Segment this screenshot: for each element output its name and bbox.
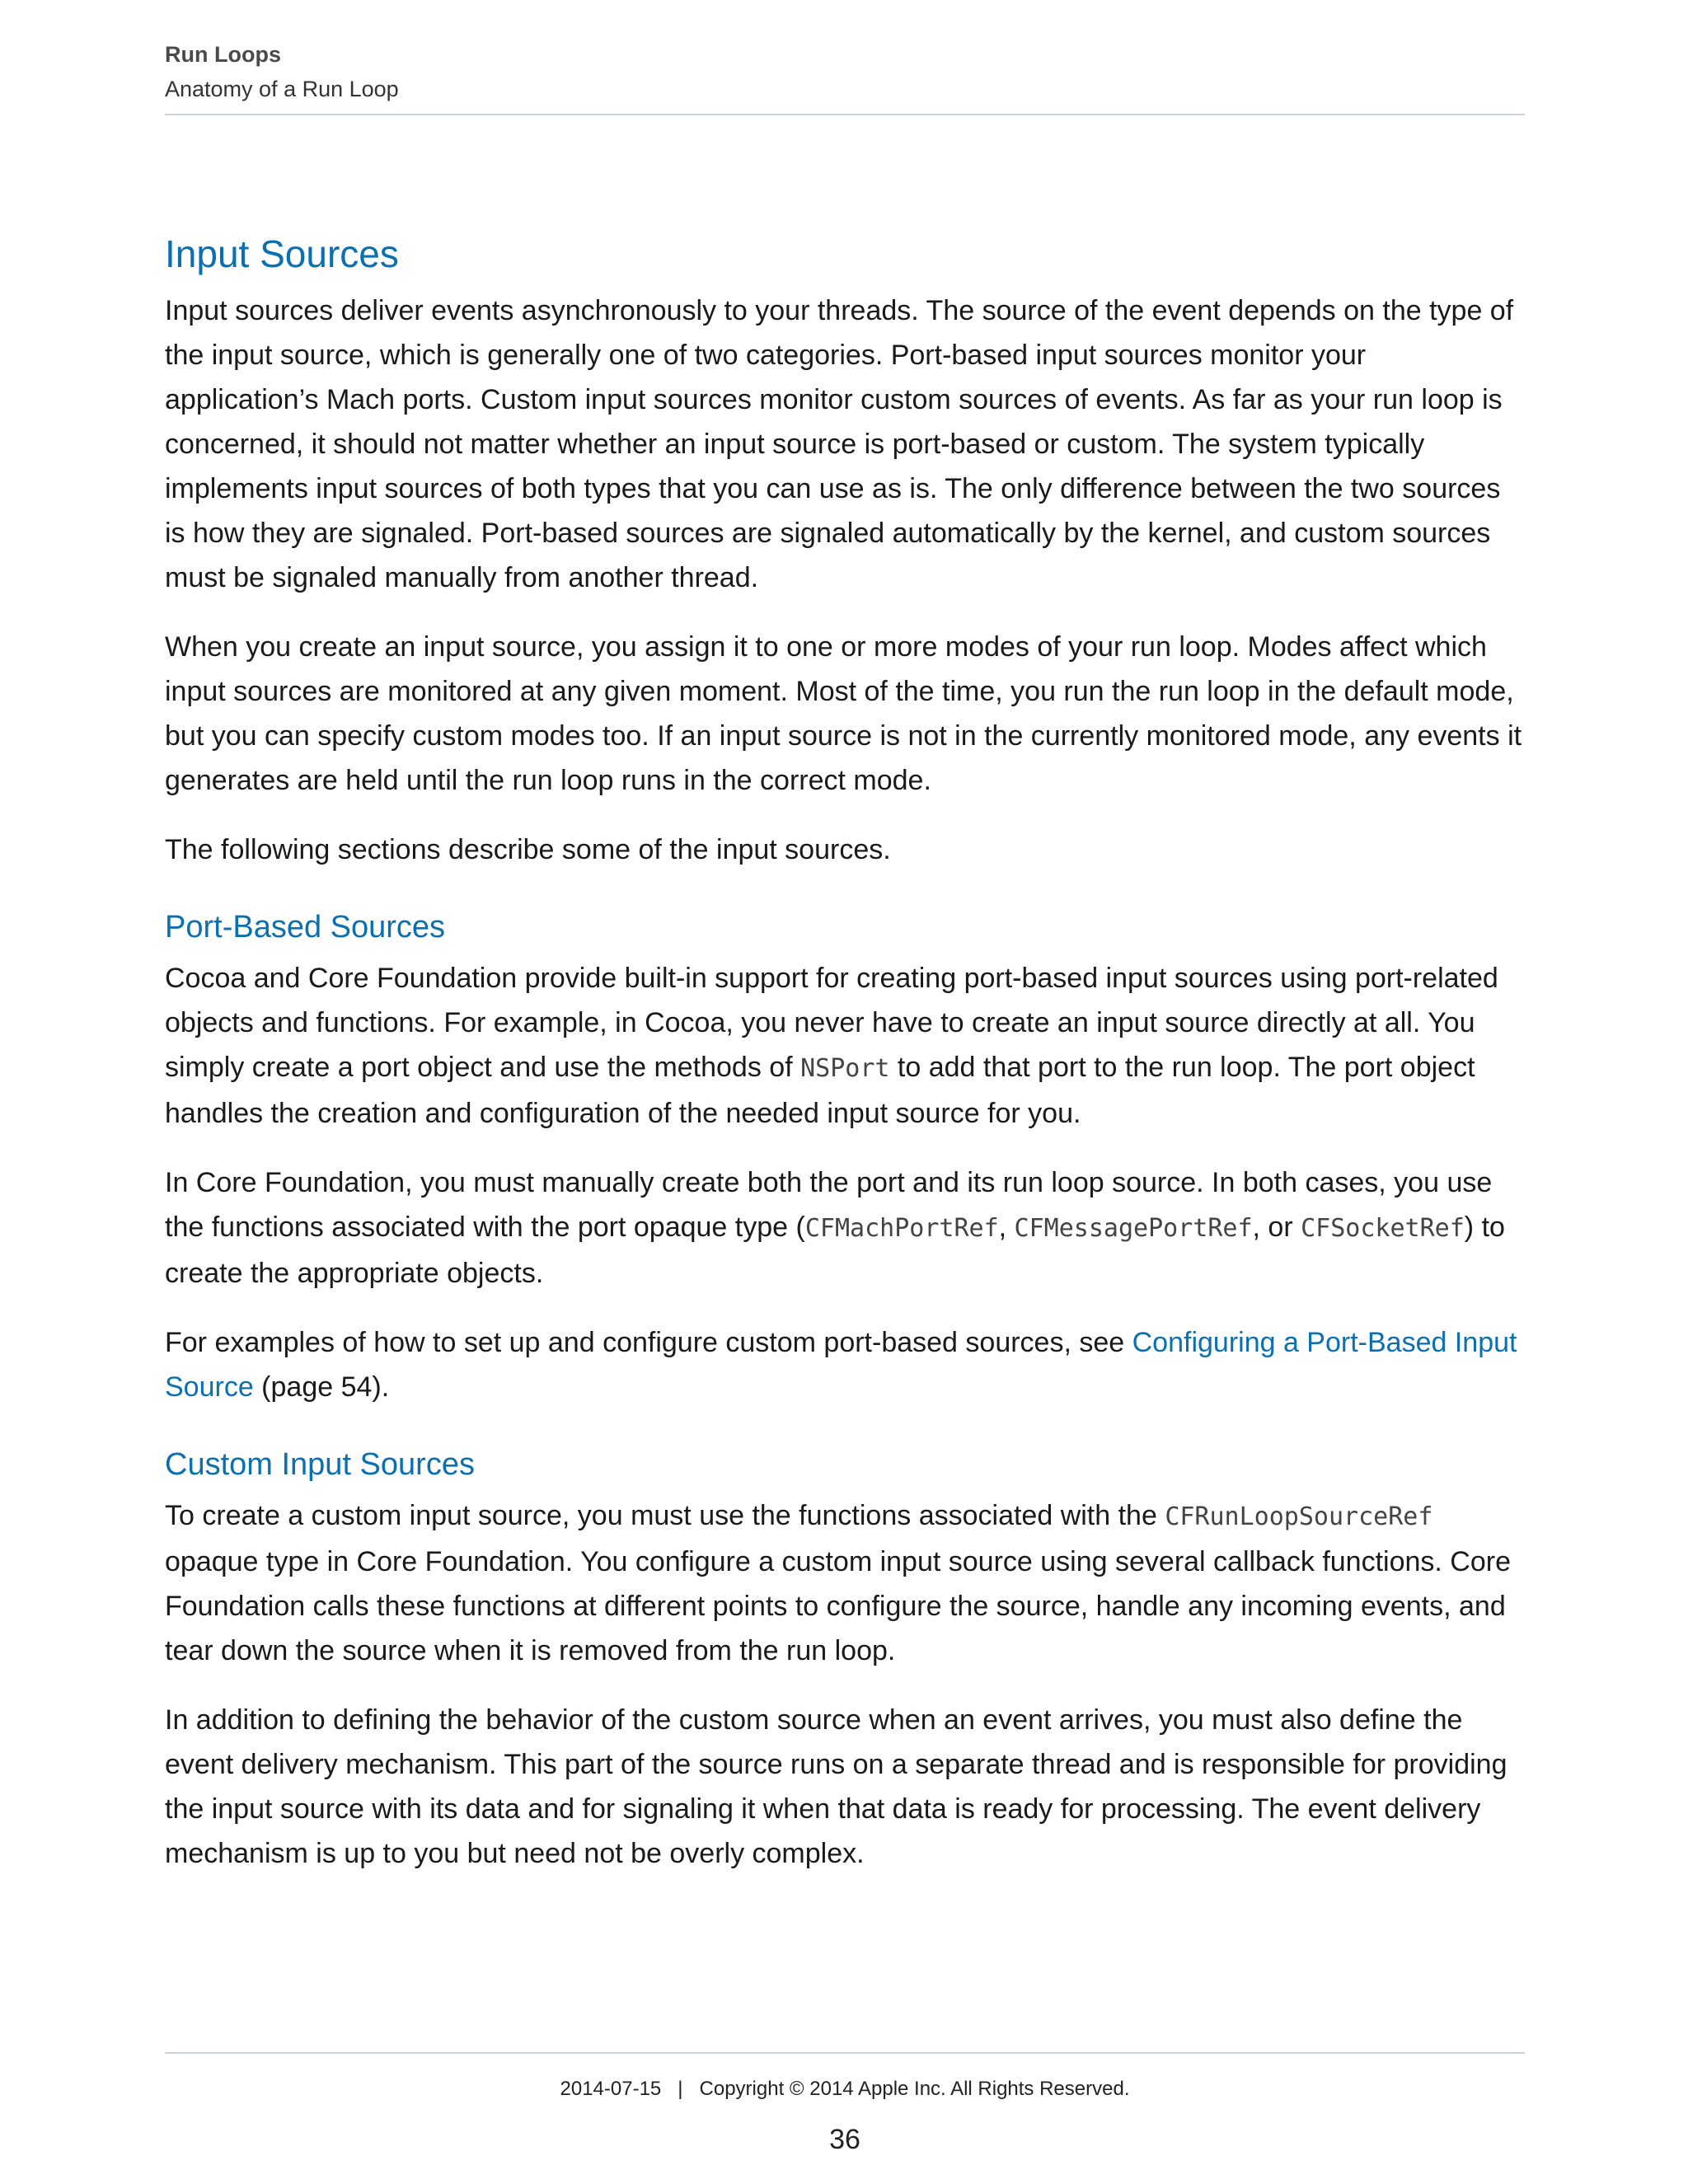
text-span: Cocoa and Core Foundation provide built-in support for creating port-based input sources using port-related objects and functions. For example, in Cocoa, you never have to create an input source directly at all. You simply create a port object and use the methods of xyxy=(165,963,1498,1083)
page-number: 36 xyxy=(829,2124,860,2155)
chapter-title: Run Loops xyxy=(165,42,281,67)
footer-copyright-line xyxy=(165,2077,1525,2102)
paragraph-port-based-3 xyxy=(165,1320,1525,1409)
paragraph-custom-1 xyxy=(165,1493,1525,1673)
text-span: ) to create the appropriate objects. xyxy=(165,1212,1505,1289)
paragraph-input-sources-1: Input sources deliver events asynchronously to your threads. The source of the event depends on the type of the input source, which is generally one of two categories. Port-based input sources monitor your application’s Mach ports. Custom input sources monitor custom sources of events. As far as your run loop is concerned, it should not matter whether an input source is port-based or custom. The system typically implements input sources of both types that you can use as is. The only difference between the two sources is how they are signaled. Port-based sources are signaled automatically by the kernel, and custom sources must be signaled manually from another thread. xyxy=(165,295,1514,593)
code-nsport: NSPort xyxy=(800,1054,890,1083)
code-cfmachportref: CFMachPortRef xyxy=(804,1214,999,1243)
text-span: To create a custom input source, you must use the functions associated with the xyxy=(165,1500,1165,1531)
text-span: For examples of how to set up and configure custom port-based sources, see xyxy=(165,1327,1132,1358)
paragraph-port-based-2 xyxy=(165,1160,1525,1296)
section-breadcrumb: Anatomy of a Run Loop xyxy=(165,77,399,101)
text-span: , xyxy=(998,1212,1015,1243)
code-cfsocketref: CFSocketRef xyxy=(1301,1214,1465,1243)
text-span: In Core Foundation, you must manually create both the port and its run loop source. In both cases, you use the functions associated with the port opaque type ( xyxy=(165,1167,1493,1243)
code-cfmessageportref: CFMessagePortRef xyxy=(1014,1214,1253,1243)
code-cfrunloopsourceref: CFRunLoopSourceRef xyxy=(1165,1502,1433,1531)
text-span: , or xyxy=(1252,1212,1301,1243)
paragraph-input-sources-3: The following sections describe some of the input sources. xyxy=(165,834,891,865)
heading-custom-input-sources: Custom Input Sources xyxy=(165,1447,475,1482)
heading-port-based-sources: Port-Based Sources xyxy=(165,910,446,944)
footer-copyright: Copyright © 2014 Apple Inc. All Rights Reserved. xyxy=(699,2078,1130,2100)
paragraph-custom-2: In addition to defining the behavior of the custom source when an event arrives, you must also define the event delivery mechanism. This part of the source runs on a separate thread and is responsible for providing the input source with its data and for signaling it when that data is ready for processing. The event delivery mechanism is up to you but need not be overly complex. xyxy=(165,1704,1507,1869)
header-divider xyxy=(165,114,1525,115)
heading-input-sources: Input Sources xyxy=(165,232,399,275)
link-configuring-port-based-input-source[interactable]: Configuring a Port-Based Input Source xyxy=(165,1327,1517,1403)
text-span: (page 54). xyxy=(253,1371,390,1403)
paragraph-input-sources-2: When you create an input source, you assign it to one or more modes of your run loop. Modes affect which input sources are monitored at any given moment. Most of the time, you run the run loop in the default mode, but you can specify custom modes too. If an input source is not in the currently monitored mode, any events it generates are held until the run loop runs in the correct mode. xyxy=(165,631,1522,796)
text-span: opaque type in Core Foundation. You configure a custom input source using several callback functions. Core Foundation calls these functions at different points to configure the source, handle any incoming events, and tear down the source when it is removed from the run loop. xyxy=(165,1546,1511,1666)
main-content xyxy=(165,231,1525,1900)
footer-separator: | xyxy=(678,2078,683,2100)
text-span: to add that port to the run loop. The port object handles the creation and configuration of the needed input source for you. xyxy=(165,1052,1475,1129)
footer-divider xyxy=(165,2052,1525,2054)
paragraph-port-based-1 xyxy=(165,956,1525,1136)
running-header xyxy=(165,40,1525,104)
footer-date: 2014-07-15 xyxy=(560,2078,662,2100)
page-footer xyxy=(165,2052,1525,2156)
